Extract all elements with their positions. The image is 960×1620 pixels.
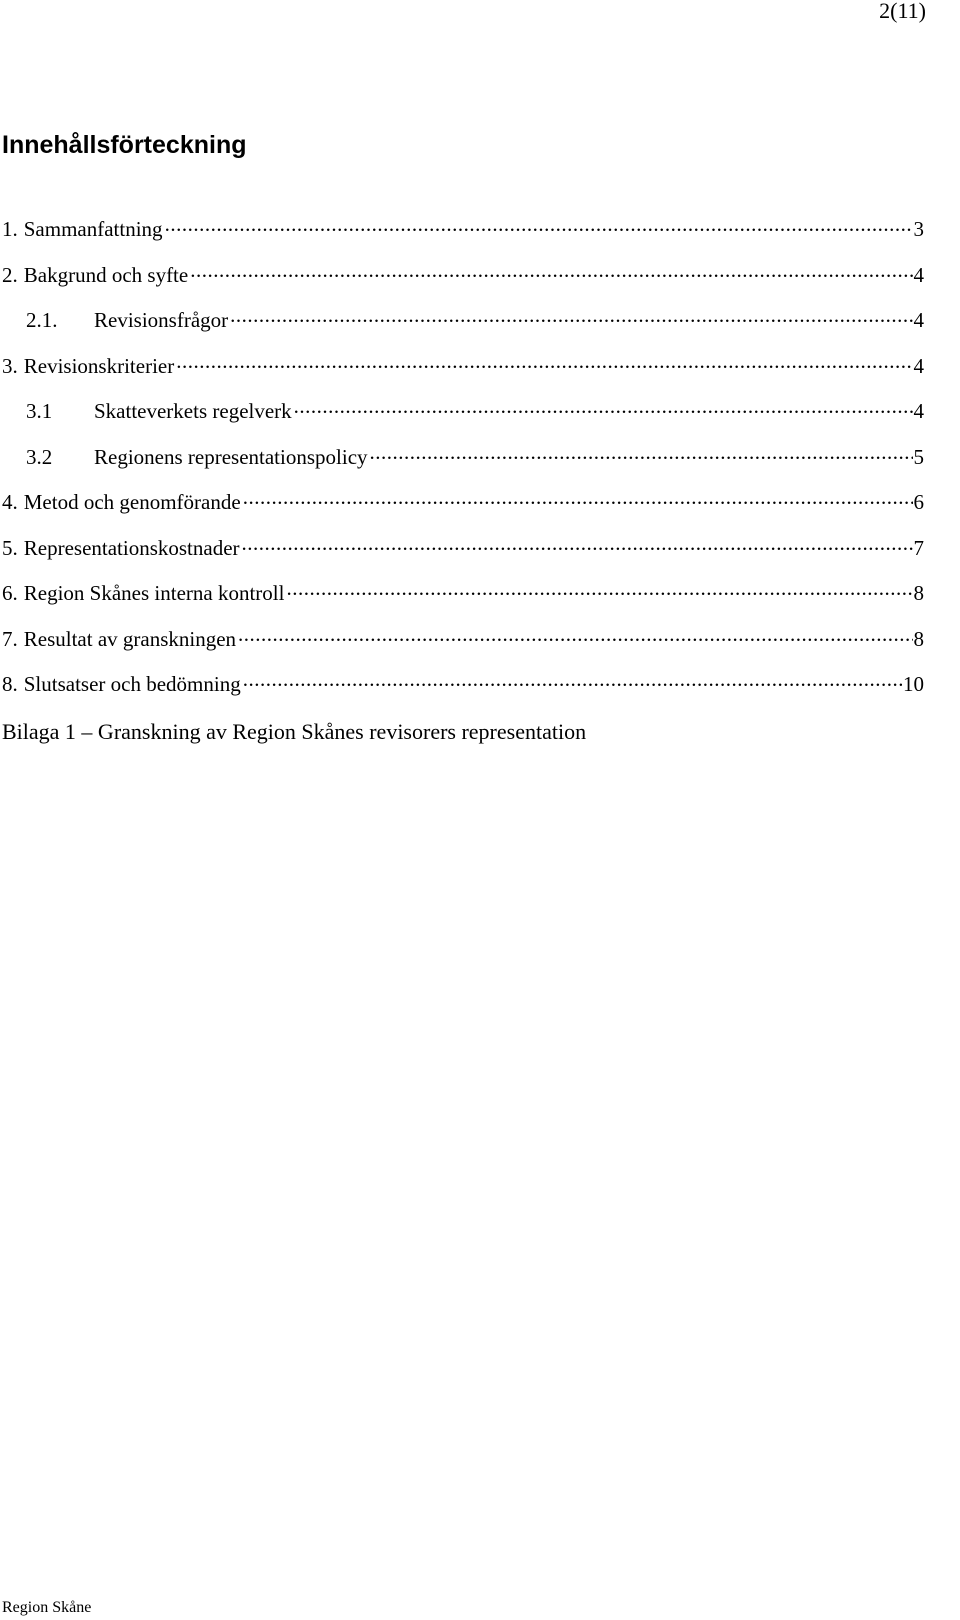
- toc-entry-number: 3.: [2, 353, 18, 378]
- toc-entry-number: 2.1.: [26, 308, 58, 332]
- toc-entry[interactable]: [2, 485, 924, 531]
- toc-entry-title: Resultat av granskningen: [23, 626, 237, 651]
- toc-entry-title: Region Skånes interna kontroll: [23, 581, 285, 605]
- toc-dot-leader: [176, 349, 912, 373]
- footer-organization: Region Skåne: [2, 1599, 92, 1616]
- toc-entry-title: Representationskostnader: [23, 535, 240, 560]
- toc-dot-leader: [286, 576, 912, 600]
- toc-entry[interactable]: [2, 576, 924, 622]
- toc-entry-page: 10: [903, 672, 924, 696]
- toc-entry-page: 4: [913, 262, 924, 287]
- toc-entry[interactable]: [2, 349, 924, 395]
- toc-entry-number: 3.2: [26, 444, 53, 469]
- toc-entry-title: Metod och genomförande: [23, 490, 241, 514]
- toc-dot-leader: [294, 394, 913, 418]
- toc-entry-page: 4: [913, 399, 924, 423]
- toc-entry[interactable]: [2, 440, 924, 486]
- appendix-line: Bilaga 1 – Granskning av Region Skånes revisorers representation: [2, 719, 587, 744]
- toc-dot-leader: [238, 622, 912, 646]
- toc-dot-leader: [243, 485, 913, 509]
- toc-dot-leader: [370, 440, 913, 464]
- toc-entry-title: Revisionsfrågor: [94, 308, 229, 332]
- toc-dot-leader: [230, 303, 912, 327]
- toc-entry[interactable]: [2, 531, 924, 577]
- toc-entry-number: 8.: [2, 672, 18, 696]
- toc-entry[interactable]: [2, 394, 924, 440]
- toc-dot-leader: [243, 667, 902, 691]
- toc-entry-title: Sammanfattning: [23, 217, 163, 241]
- toc-entry-page: 4: [913, 308, 924, 332]
- toc-dot-leader: [165, 212, 913, 236]
- toc-entry[interactable]: [2, 258, 924, 304]
- toc-entry-page: 5: [913, 444, 924, 469]
- toc-entry-number: 3.1: [26, 399, 53, 423]
- toc-entry-number: 5.: [2, 535, 18, 560]
- toc-entry[interactable]: [2, 303, 924, 349]
- toc-entry-page: 4: [913, 353, 924, 378]
- toc-entry[interactable]: [2, 622, 924, 668]
- toc-dot-leader: [242, 531, 913, 555]
- toc-heading: Innehållsförteckning: [2, 131, 247, 159]
- toc-entry-number: 4.: [2, 490, 18, 514]
- toc-entry-page: 8: [913, 626, 924, 651]
- toc-list: [2, 212, 924, 713]
- toc-entry-page: 7: [913, 535, 924, 560]
- page-number: 2(11): [879, 0, 926, 23]
- toc-entry-page: 6: [913, 490, 924, 514]
- toc-entry-title: Regionens representationspolicy: [94, 444, 368, 469]
- toc-entry-title: Skatteverkets regelverk: [94, 399, 292, 423]
- toc-entry[interactable]: [2, 212, 924, 258]
- toc-entry-page: 8: [913, 581, 924, 605]
- toc-entry-title: Bakgrund och syfte: [23, 262, 189, 287]
- toc-entry-title: Slutsatser och bedömning: [23, 672, 241, 696]
- toc-entry-page: 3: [913, 217, 924, 241]
- toc-entry-title: Revisionskriterier: [23, 353, 175, 378]
- toc-entry-number: 1.: [2, 217, 18, 241]
- toc-entry-number: 7.: [2, 626, 18, 651]
- toc-entry-number: 2.: [2, 262, 18, 287]
- toc-entry[interactable]: [2, 667, 924, 713]
- toc-dot-leader: [190, 258, 912, 282]
- toc-entry-number: 6.: [2, 581, 18, 605]
